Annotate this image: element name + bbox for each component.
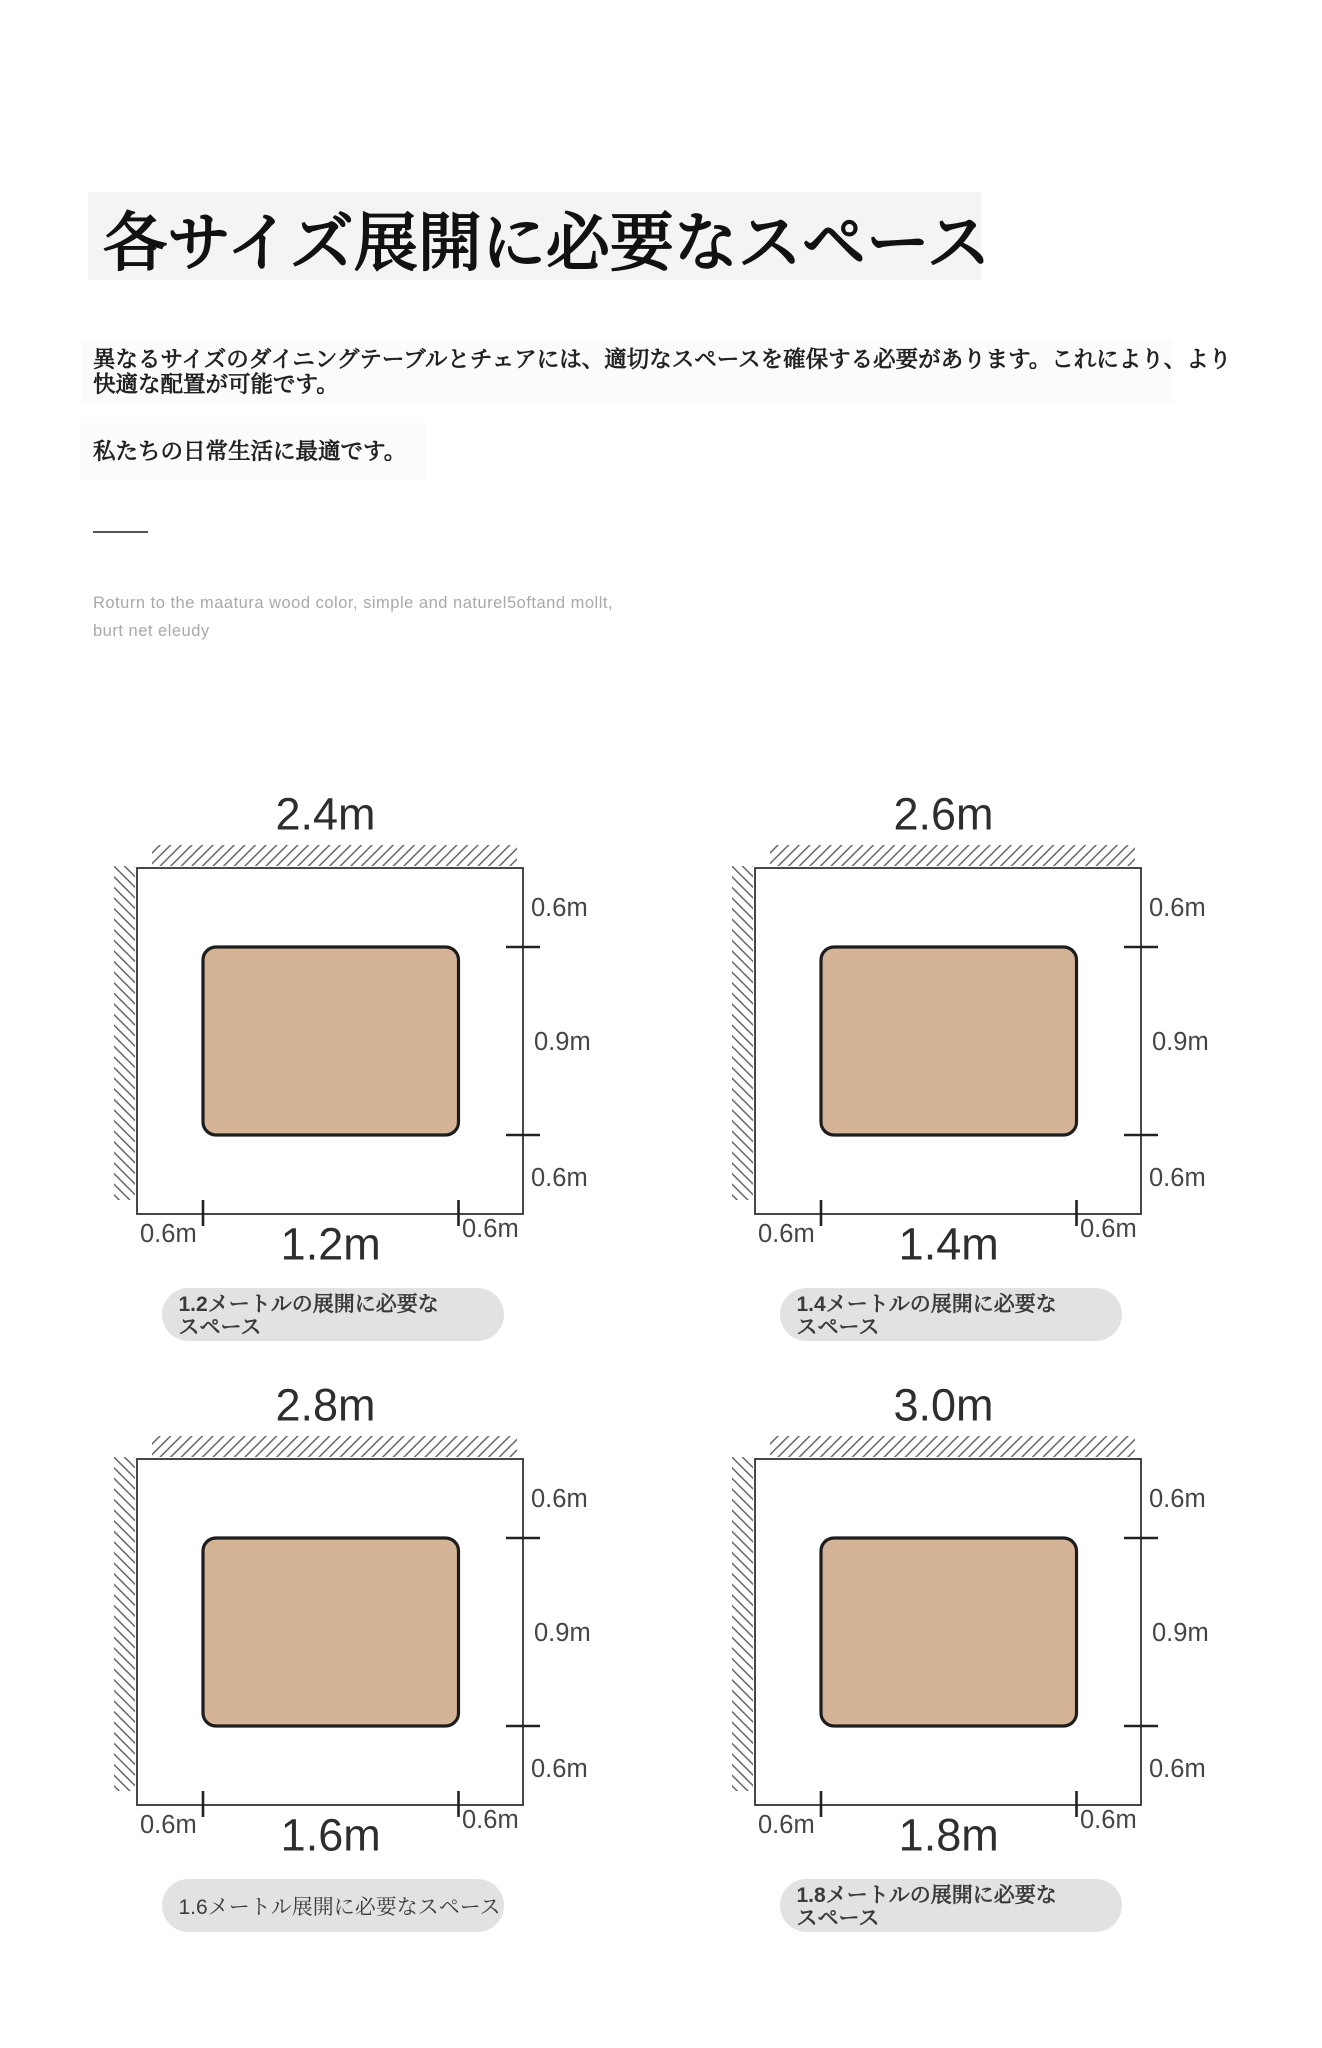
table-length-label: 1.2m [280,1218,381,1270]
caption-line: スペース [796,1907,880,1930]
clearance-bottom-label: 0.6m [531,1755,588,1783]
clearance-top-label: 0.6m [531,1485,588,1513]
clearance-right-label: 0.6m [1080,1215,1137,1243]
top-wall-hatch [152,1436,517,1457]
space-diagram-3 [97,1369,617,1859]
left-wall-hatch [732,1457,753,1791]
left-wall-hatch [114,866,135,1200]
caption-pill [780,1288,1122,1341]
english-line: burt net eleudy [93,622,210,640]
caption-line: 1.8メートルの展開に必要な [796,1884,1057,1907]
overall-width-label: 2.6m [893,788,994,840]
dining-table [203,1538,459,1726]
table-length-label: 1.6m [280,1809,381,1861]
table-width-label: 0.9m [534,1619,591,1647]
clearance-top-label: 0.6m [1149,894,1206,922]
clearance-left-label: 0.6m [140,1811,197,1839]
table-length-label: 1.4m [898,1218,999,1270]
space-diagram-4 [715,1369,1235,1859]
table-length-label: 1.8m [898,1809,999,1861]
space-diagram-1 [97,778,617,1268]
clearance-right-label: 0.6m [1080,1806,1137,1834]
caption-pill [162,1879,504,1932]
clearance-bottom-label: 0.6m [1149,1755,1206,1783]
clearance-top-label: 0.6m [1149,1485,1206,1513]
english-line: Roturn to the maatura wood color, simple and naturel5oftand mollt, [93,594,614,612]
intro-line: 快適な配置が可能です。 [93,372,339,397]
table-width-label: 0.9m [1152,1619,1209,1647]
dining-table [821,1538,1077,1726]
overall-width-label: 2.8m [275,1379,376,1431]
clearance-right-label: 0.6m [462,1215,519,1243]
table-width-label: 0.9m [1152,1028,1209,1056]
intro-note: 私たちの日常生活に最適です。 [93,439,407,464]
overall-width-label: 3.0m [893,1379,994,1431]
caption-line: 1.2メートルの展開に必要な [178,1293,439,1316]
top-wall-hatch [770,1436,1135,1457]
top-wall-hatch [770,845,1135,866]
caption-pill [780,1879,1122,1932]
overall-width-label: 2.4m [275,788,376,840]
caption-line: 1.4メートルの展開に必要な [796,1293,1057,1316]
intro-line: 異なるサイズのダイニングテーブルとチェアには、適切なスペースを確保する必要があります。これにより、より [93,347,1232,372]
page-title: 各サイズ展開に必要なスペース [103,207,991,279]
clearance-right-label: 0.6m [462,1806,519,1834]
dining-table [821,947,1077,1135]
caption-line: スペース [178,1316,262,1339]
caption-line: 1.6メートル展開に必要なスペース [178,1896,501,1919]
dining-table [203,947,459,1135]
top-wall-hatch [152,845,517,866]
caption-line: スペース [796,1316,880,1339]
left-wall-hatch [114,1457,135,1791]
clearance-left-label: 0.6m [758,1220,815,1248]
left-wall-hatch [732,866,753,1200]
table-width-label: 0.9m [534,1028,591,1056]
clearance-bottom-label: 0.6m [531,1164,588,1192]
space-diagram-2 [715,778,1235,1268]
clearance-bottom-label: 0.6m [1149,1164,1206,1192]
caption-pill [162,1288,504,1341]
clearance-left-label: 0.6m [758,1811,815,1839]
clearance-top-label: 0.6m [531,894,588,922]
clearance-left-label: 0.6m [140,1220,197,1248]
